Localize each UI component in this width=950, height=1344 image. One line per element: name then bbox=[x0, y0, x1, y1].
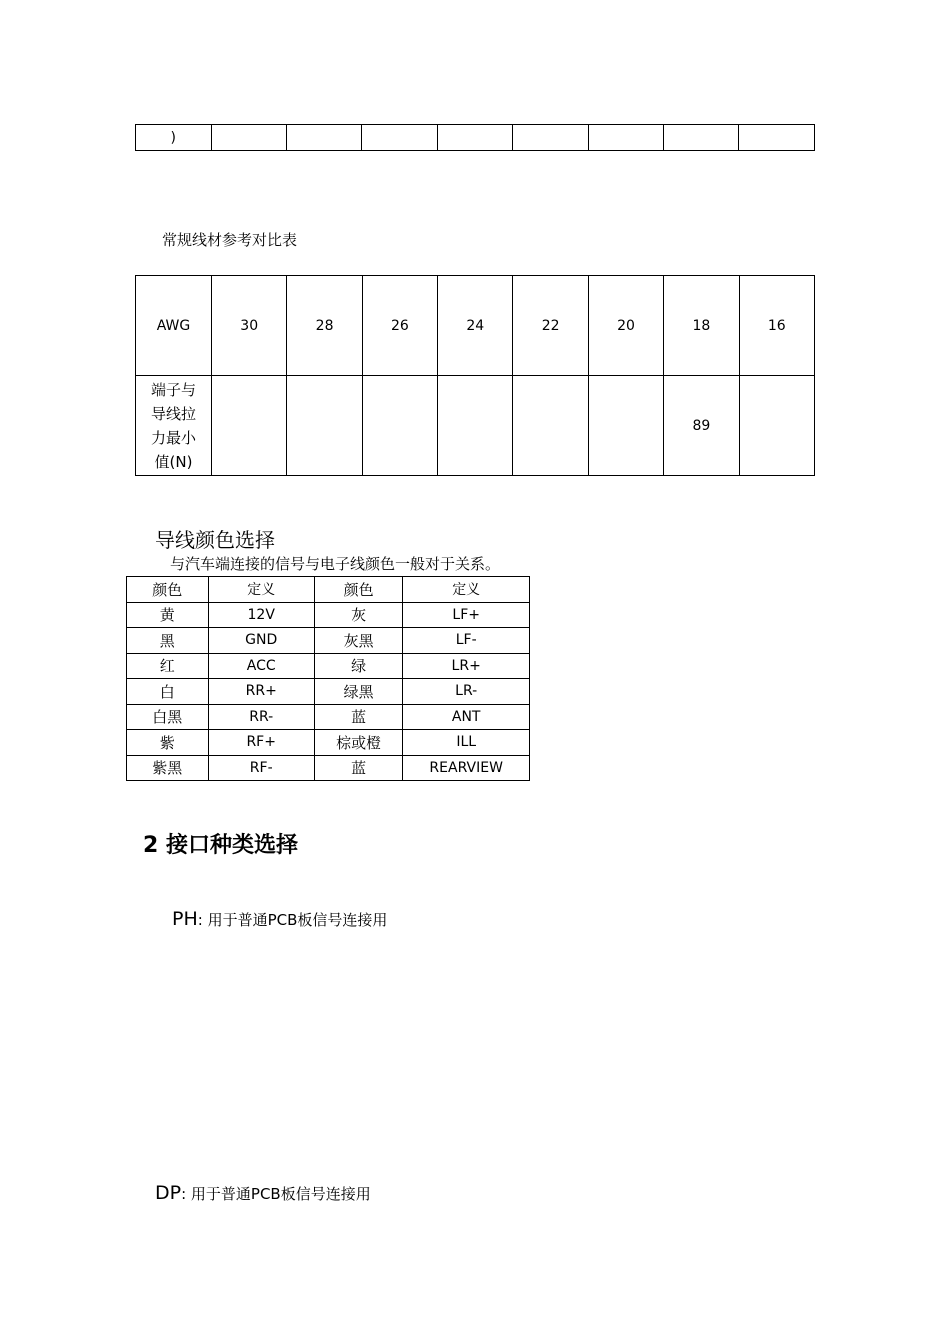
table-cell: 89 bbox=[664, 376, 739, 476]
awg-size-cell: 18 bbox=[664, 276, 739, 376]
table-row bbox=[127, 628, 530, 654]
definition-cell: GND bbox=[208, 628, 314, 654]
color-cell: 绿 bbox=[314, 653, 402, 679]
table-row bbox=[127, 653, 530, 679]
table-cell bbox=[588, 125, 663, 151]
table-row bbox=[136, 376, 815, 476]
color-cell: 灰 bbox=[314, 602, 402, 628]
color-cell: 黑 bbox=[127, 628, 209, 654]
awg-table-caption: 常规线材参考对比表 bbox=[162, 231, 298, 249]
awg-header-cell: AWG bbox=[136, 276, 212, 376]
color-cell: 棕或橙 bbox=[314, 730, 402, 756]
table-row bbox=[127, 755, 530, 781]
section-heading: 2 接口种类选择 bbox=[143, 833, 298, 858]
interface-name: PH bbox=[172, 908, 198, 930]
color-cell: 紫 bbox=[127, 730, 209, 756]
definition-cell: LF- bbox=[403, 628, 530, 654]
table-header-row bbox=[136, 276, 815, 376]
definition-cell: ACC bbox=[208, 653, 314, 679]
table-cell bbox=[588, 376, 663, 476]
interface-description: : 用于普通PCB板信号连接用 bbox=[181, 1185, 371, 1203]
awg-size-cell: 20 bbox=[588, 276, 663, 376]
definition-cell: ANT bbox=[403, 704, 530, 730]
table-cell: ) bbox=[136, 125, 212, 151]
definition-cell: RR+ bbox=[208, 679, 314, 705]
definition-cell: ILL bbox=[403, 730, 530, 756]
wire-color-description: 与汽车端连接的信号与电子线颜色一般对于关系。 bbox=[170, 555, 501, 573]
table-row bbox=[136, 125, 815, 151]
row-label-cell bbox=[136, 376, 212, 476]
header-cell: 颜色 bbox=[127, 577, 209, 603]
table-row bbox=[127, 704, 530, 730]
table-cell bbox=[287, 376, 362, 476]
awg-size-cell: 26 bbox=[362, 276, 437, 376]
color-cell: 黄 bbox=[127, 602, 209, 628]
table-cell bbox=[211, 125, 286, 151]
awg-size-cell: 16 bbox=[739, 276, 814, 376]
color-cell: 紫黑 bbox=[127, 755, 209, 781]
color-cell: 绿黑 bbox=[314, 679, 402, 705]
table-cell bbox=[362, 125, 437, 151]
awg-size-cell: 28 bbox=[287, 276, 362, 376]
table-row bbox=[127, 730, 530, 756]
awg-size-cell: 22 bbox=[513, 276, 588, 376]
table-cell bbox=[362, 376, 437, 476]
table-cell bbox=[212, 376, 287, 476]
table-row bbox=[127, 679, 530, 705]
wire-color-heading: 导线颜色选择 bbox=[155, 528, 275, 552]
definition-cell: RF+ bbox=[208, 730, 314, 756]
table-cell bbox=[664, 125, 739, 151]
awg-size-cell: 30 bbox=[212, 276, 287, 376]
color-cell: 蓝 bbox=[314, 704, 402, 730]
header-cell: 颜色 bbox=[314, 577, 402, 603]
color-cell: 红 bbox=[127, 653, 209, 679]
color-cell: 白 bbox=[127, 679, 209, 705]
table-row bbox=[127, 602, 530, 628]
header-cell: 定义 bbox=[208, 577, 314, 603]
table-cell bbox=[438, 376, 513, 476]
definition-cell: REARVIEW bbox=[403, 755, 530, 781]
definition-cell: 12V bbox=[208, 602, 314, 628]
table-header-row bbox=[127, 577, 530, 603]
interface-item bbox=[172, 908, 387, 930]
definition-cell: RR- bbox=[208, 704, 314, 730]
table-cell bbox=[739, 376, 814, 476]
definition-cell: LR+ bbox=[403, 653, 530, 679]
definition-cell: LR- bbox=[403, 679, 530, 705]
table-cell bbox=[513, 125, 588, 151]
awg-reference-table bbox=[135, 275, 815, 476]
wire-color-table bbox=[126, 576, 530, 781]
awg-size-cell: 24 bbox=[438, 276, 513, 376]
header-cell: 定义 bbox=[403, 577, 530, 603]
color-cell: 灰黑 bbox=[314, 628, 402, 654]
color-cell: 白黑 bbox=[127, 704, 209, 730]
interface-description: : 用于普通PCB板信号连接用 bbox=[197, 911, 388, 929]
table-cell bbox=[286, 125, 361, 151]
table-cell bbox=[437, 125, 512, 151]
definition-cell: LF+ bbox=[403, 602, 530, 628]
color-cell: 蓝 bbox=[314, 755, 402, 781]
interface-name: DP bbox=[155, 1182, 182, 1204]
definition-cell: RF- bbox=[208, 755, 314, 781]
table-cell bbox=[739, 125, 815, 151]
table-cell bbox=[513, 376, 588, 476]
continued-table bbox=[135, 124, 815, 151]
row-label: 端子与导线拉力最小值(N) bbox=[151, 380, 197, 471]
interface-item bbox=[155, 1182, 371, 1204]
